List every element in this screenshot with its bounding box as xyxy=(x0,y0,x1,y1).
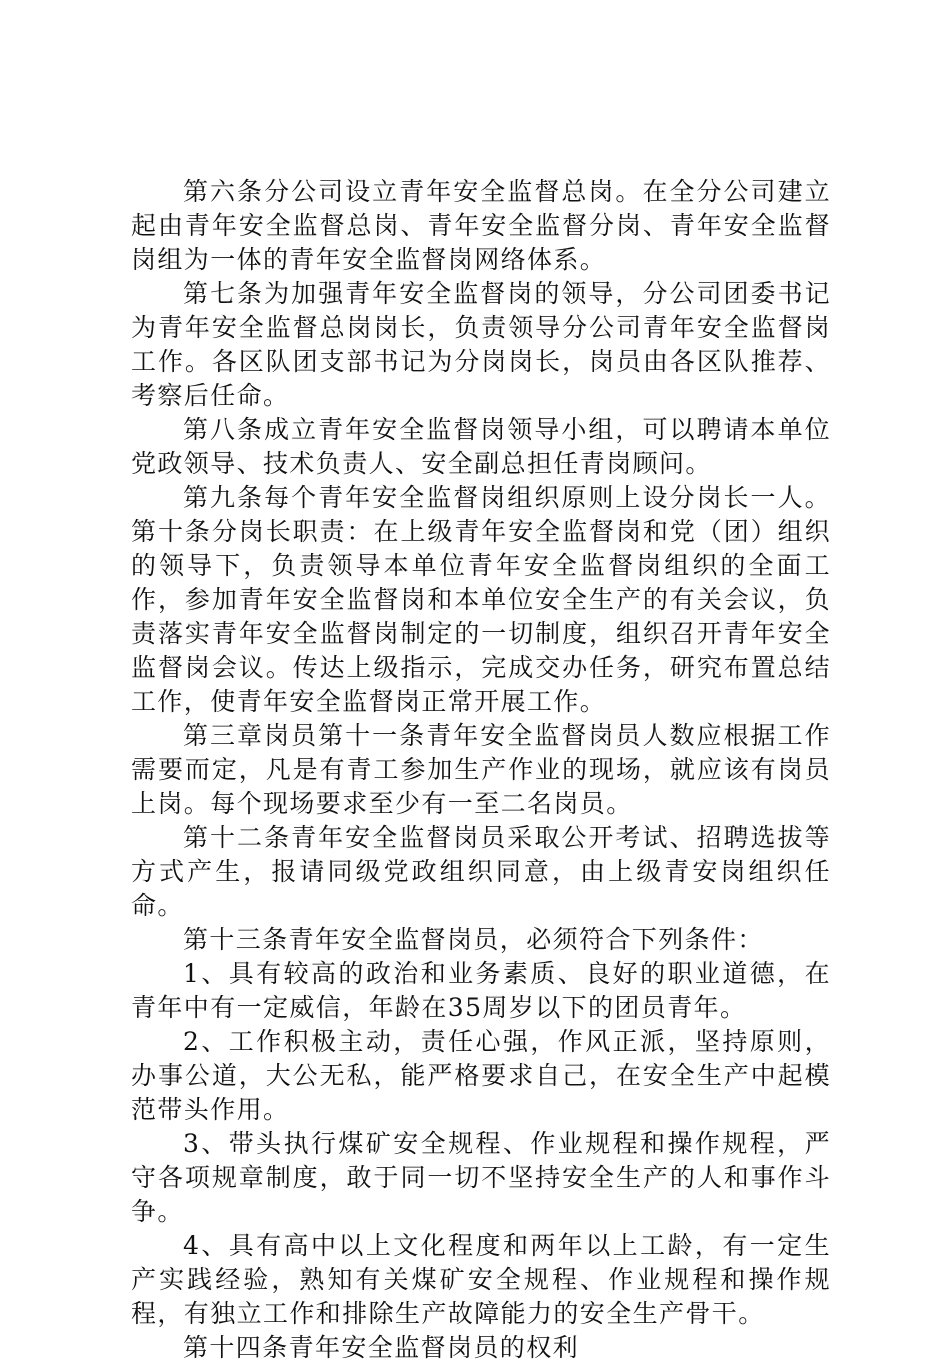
list-item-condition-3: 3、带头执行煤矿安全规程、作业规程和操作规程，严守各项规章制度，敢于同一切不坚持安全生产的人和事作斗争。 xyxy=(131,1129,831,1226)
paragraph-article-13: 第十三条青年安全监督岗员，必须符合下列条件： xyxy=(183,925,764,954)
paragraph-article-8: 第八条成立青年安全监督岗领导小组，可以聘请本单位党政领导、技术负责人、安全副总担任青岗顾问。 xyxy=(131,415,831,478)
list-item-condition-1: 1、具有较高的政治和业务素质、良好的职业道德，在青年中有一定威信，年龄在35周岁以下的团员青年。 xyxy=(131,959,831,1022)
list-item-condition-4: 4、具有高中以上文化程度和两年以上工龄，有一定生产实践经验，熟知有关煤矿安全规程、作业规程和操作规程，有独立工作和排除生产故障能力的安全生产骨干。 xyxy=(131,1231,831,1328)
paragraph-article-7: 第七条为加强青年安全监督岗的领导，分公司团委书记为青年安全监督总岗岗长，负责领导分公司青年安全监督岗工作。各区队团支部书记为分岗岗长，岗员由各区队推荐、考察后任命。 xyxy=(131,279,831,410)
paragraph-article-11: 第三章岗员第十一条青年安全监督岗员人数应根据工作需要而定，凡是有青工参加生产作业的现场，就应该有岗员上岗。每个现场要求至少有一至二名岗员。 xyxy=(131,721,831,818)
paragraph-article-12: 第十二条青年安全监督岗员采取公开考试、招聘选拔等方式产生，报请同级党政组织同意，由上级青安岗组织任命。 xyxy=(131,823,831,920)
paragraph-article-6: 第六条分公司设立青年安全监督总岗。在全分公司建立起由青年安全监督总岗、青年安全监督分岗、青年安全监督岗组为一体的青年安全监督岗网络体系。 xyxy=(131,177,831,274)
paragraph-article-14: 第十四条青年安全监督岗员的权利 xyxy=(183,1333,580,1362)
paragraph-article-9-10: 第九条每个青年安全监督岗组织原则上设分岗长一人。第十条分岗长职责：在上级青年安全监督岗和党（团）组织的领导下，负责领导本单位青年安全监督岗组织的全面工作，参加青年安全监督岗和本单位安全生产的有关会议，负责落实青年安全监督岗制定的一切制度，组织召开青年安全监督岗会议。传达上级指示，完成交办任务，研究布置总结工作，使青年安全监督岗正常开展工作。 xyxy=(131,483,831,716)
list-item-condition-2: 2、工作积极主动，责任心强，作风正派，坚持原则，办事公道，大公无私，能严格要求自己，在安全生产中起模范带头作用。 xyxy=(131,1027,831,1124)
document-body xyxy=(131,175,831,1365)
